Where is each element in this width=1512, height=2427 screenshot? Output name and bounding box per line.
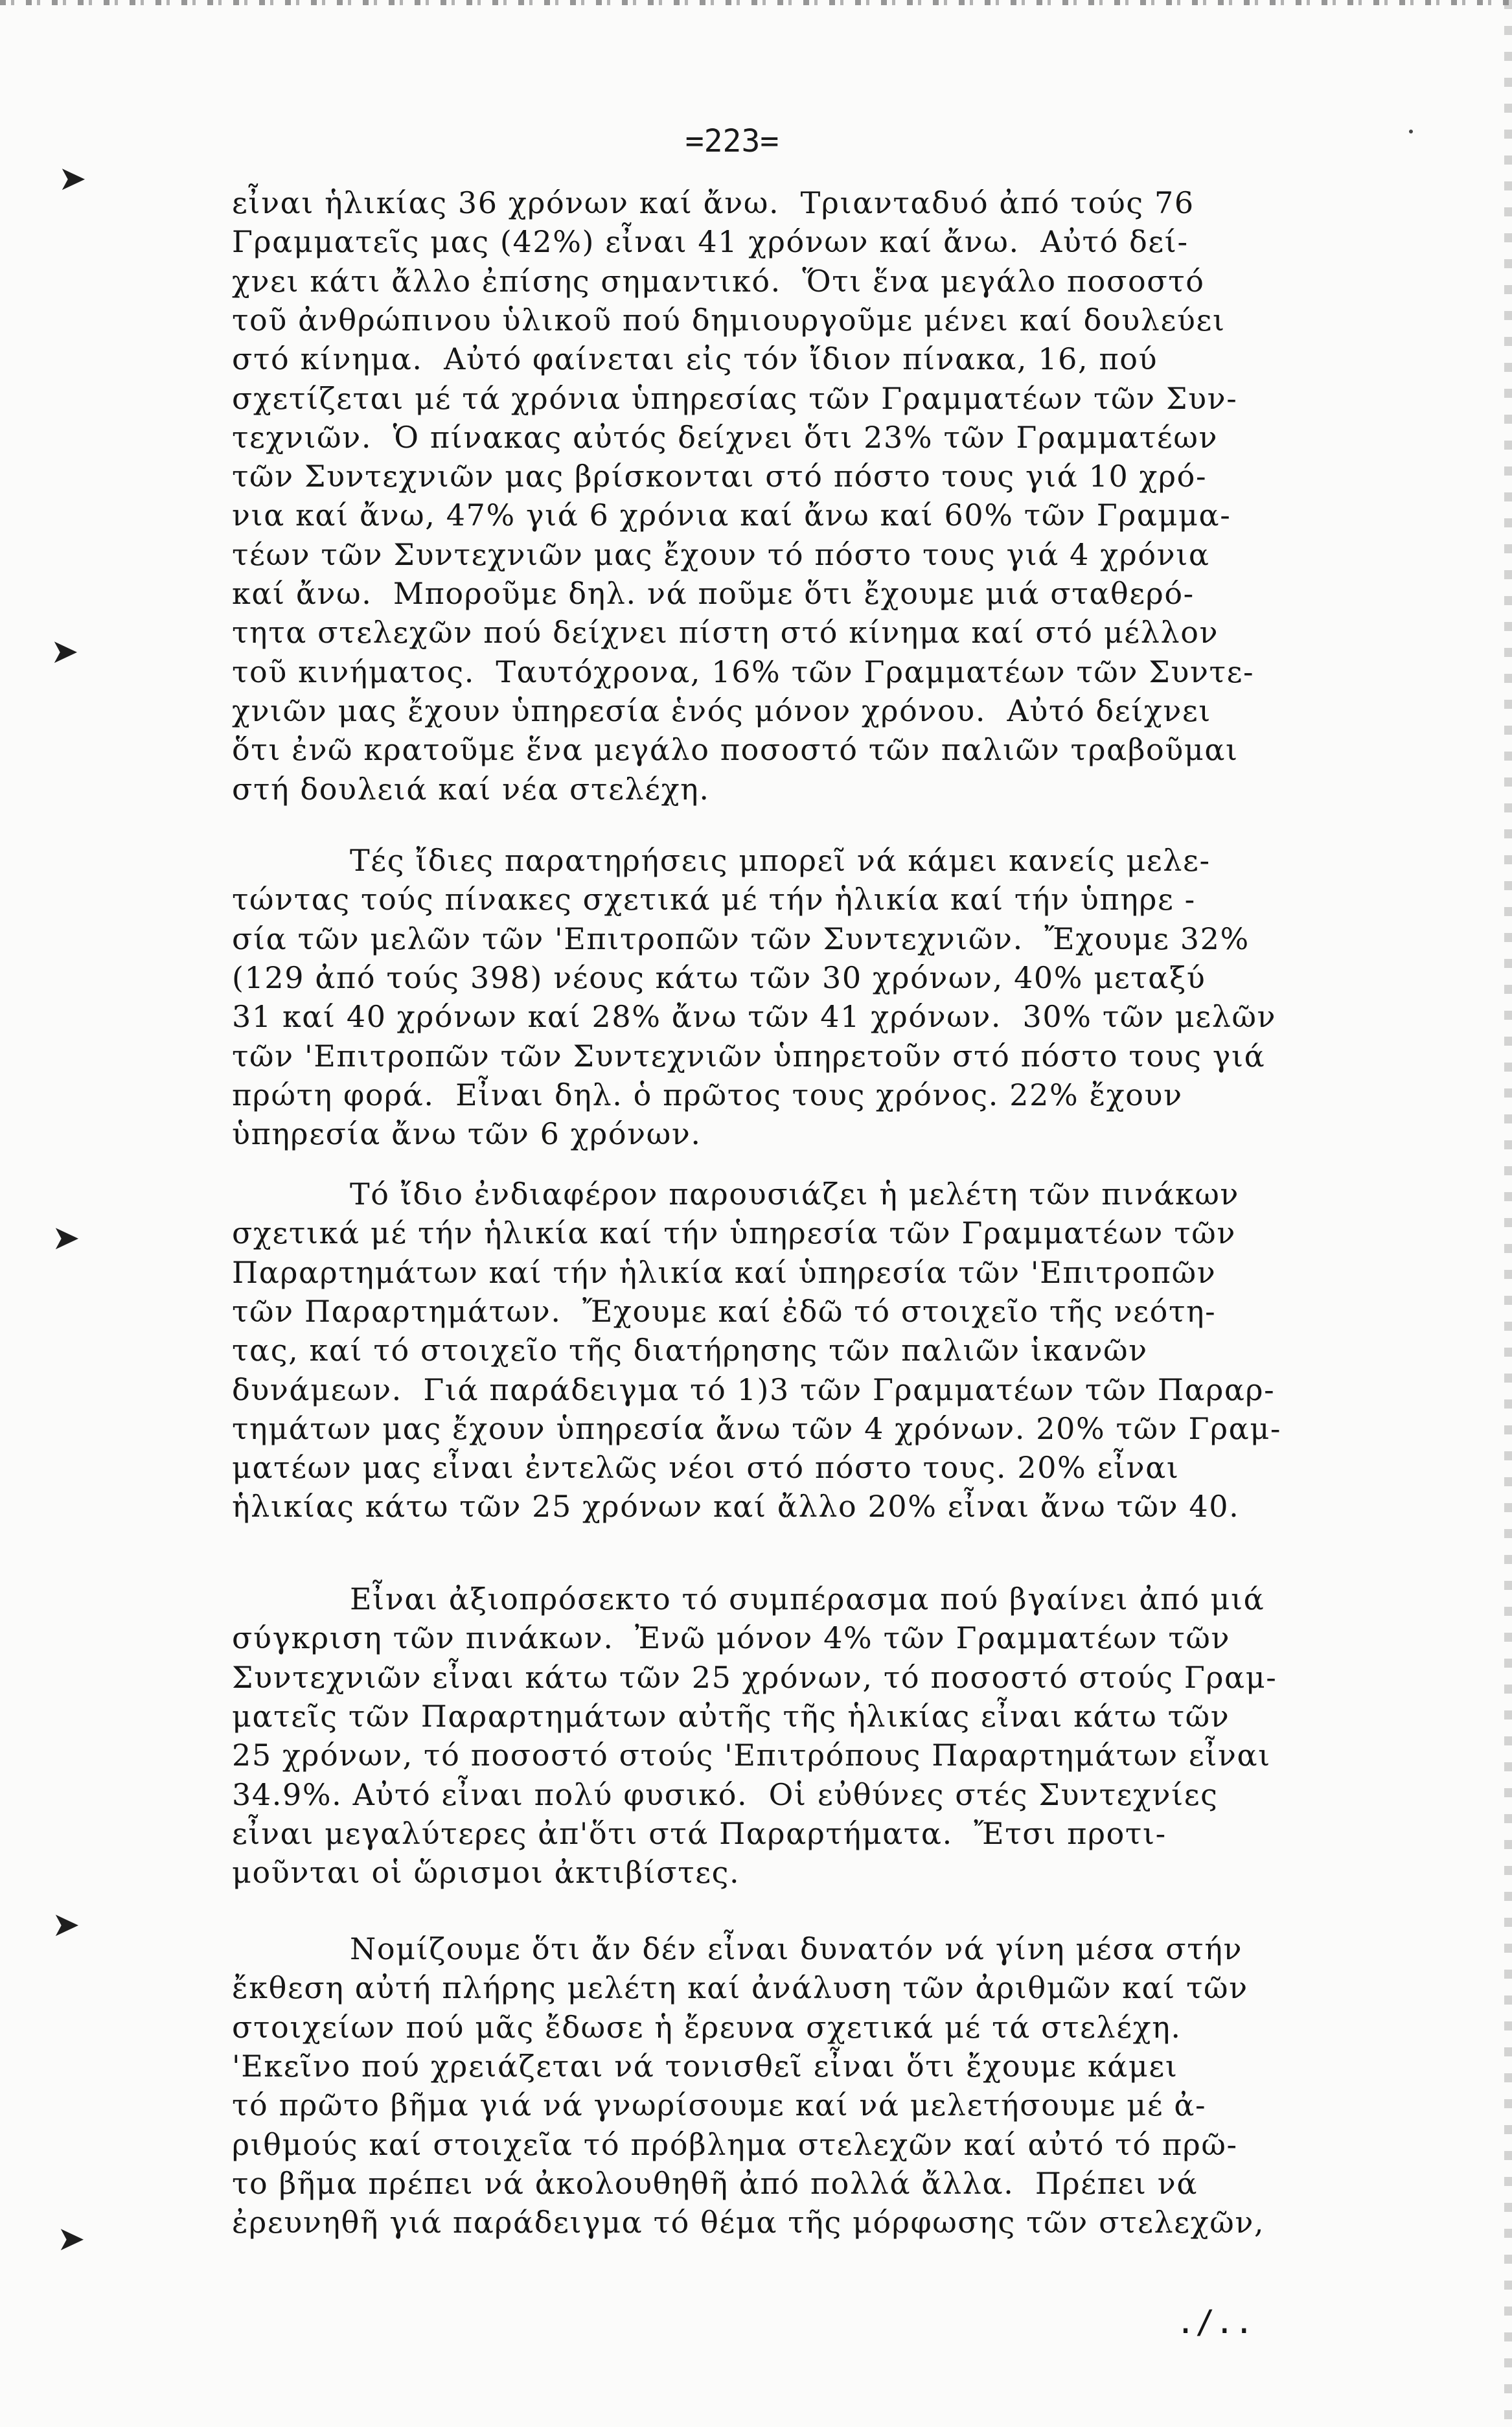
scan-edge-top (0, 0, 1512, 5)
scan-edge-right (1504, 0, 1512, 2427)
text-line: τοῦ κινήματος. Ταυτόχρονα, 16% τῶν Γραμματέων τῶν Συντε- (232, 654, 1255, 689)
binder-mark-icon: ➤ (52, 1219, 80, 1258)
text-line: τῶν 'Επιτροπῶν τῶν Συντεχνιῶν ὑπηρετοῦν στό πόστο τους γιά (232, 1038, 1266, 1074)
binder-mark-icon: ➤ (57, 2220, 86, 2259)
text-line: στό κίνημα. Αὐτό φαίνεται εἰς τόν ἴδιον πίνακα, 16, πού (232, 341, 1158, 377)
text-line: τώντας τούς πίνακες σχετικά μέ τήν ἡλικία καί τήν ὑπηρε - (232, 882, 1196, 917)
text-line: Συντεχνιῶν εἶναι κάτω τῶν 25 χρόνων, τό ποσοστό στούς Γραμ- (232, 1659, 1277, 1695)
text-line: το βῆμα πρέπει νά ἀκολουθηθῆ ἀπό πολλά ἄλλα. Πρέπει νά (232, 2165, 1198, 2201)
text-line: ἡλικίας κάτω τῶν 25 χρόνων καί ἄλλο 20% εἶναι ἄνω τῶν 40. (232, 1489, 1240, 1524)
text-line: σύγκριση τῶν πινάκων. Ἐνῶ μόνον 4% τῶν Γραμματέων τῶν (232, 1620, 1231, 1656)
text-line: καί ἄνω. Μποροῦμε δηλ. νά ποῦμε ὅτι ἔχουμε μιά σταθερό- (232, 576, 1195, 611)
text-line: σχετίζεται μέ τά χρόνια ὑπηρεσίας τῶν Γραμματέων τῶν Συν- (232, 380, 1238, 416)
text-line: τας, καί τό στοιχεῖο τῆς διατήρησης τῶν παλιῶν ἱκανῶν (232, 1333, 1148, 1368)
text-line: Τό ἴδιο ἐνδιαφέρον παρουσιάζει ἡ μελέτη τῶν πινάκων (350, 1177, 1239, 1212)
text-line: τῶν Παραρτημάτων. Ἔχουμε καί ἐδῶ τό στοιχεῖο τῆς νεότη- (232, 1293, 1217, 1329)
text-line: μοῦνται οἱ ὥρισμοι ἀκτιβίστες. (232, 1855, 740, 1891)
text-line: 25 χρόνων, τό ποσοστό στούς 'Επιτρόπους Παραρτημάτων εἶναι (232, 1738, 1271, 1773)
text-line: στοιχείων πού μᾶς ἔδωσε ἡ ἔρευνα σχετικά μέ τά στελέχη. (232, 2009, 1182, 2045)
continuation-mark: ./.. (1176, 2303, 1254, 2341)
text-line: ἐρευνηθῆ γιά παράδειγμα τό θέμα τῆς μόρφωσης τῶν στελεχῶν, (232, 2205, 1265, 2240)
text-line: χνιῶν μας ἔχουν ὑπηρεσία ἑνός μόνον χρόνου. Αὐτό δείχνει (232, 693, 1211, 728)
text-line: ματεῖς τῶν Παραρτημάτων αὐτῆς τῆς ἡλικίας εἶναι κάτω τῶν (232, 1698, 1230, 1734)
text-line: τέων τῶν Συντεχνιῶν μας ἔχουν τό πόστο τους γιά 4 χρόνια (232, 536, 1210, 572)
text-line: 34.9%. Αὐτό εἶναι πολύ φυσικό. Οἱ εὐθύνες στές Συντεχνίες (232, 1777, 1219, 1812)
text-line: σχετικά μέ τήν ἡλικία καί τήν ὑπηρεσία τῶν Γραμματέων τῶν (232, 1215, 1236, 1251)
text-line: στή δουλειά καί νέα στελέχη. (232, 771, 710, 807)
text-line: πρώτη φορά. Εἶναι δηλ. ὁ πρῶτος τους χρόνος. 22% ἔχουν (232, 1077, 1183, 1112)
binder-mark-icon: ➤ (51, 632, 79, 671)
text-line: Τές ἴδιες παρατηρήσεις μπορεῖ νά κάμει κανείς μελε- (350, 843, 1211, 878)
text-line: Παραρτημάτων καί τήν ἡλικία καί ὑπηρεσία τῶν 'Επιτροπῶν (232, 1254, 1217, 1290)
text-line: 'Εκεῖνο πού χρειάζεται νά τονισθεῖ εἶναι ὅτι ἔχουμε κάμει (232, 2048, 1178, 2084)
text-line: εἶναι ἡλικίας 36 χρόνων καί ἄνω. Τριανταδυό ἀπό τούς 76 (232, 185, 1195, 220)
text-line: ὅτι ἐνῶ κρατοῦμε ἕνα μεγάλο ποσοστό τῶν παλιῶν τραβοῦμαι (232, 732, 1239, 768)
text-line: ἔκθεση αὐτή πλήρης μελέτη καί ἀνάλυση τῶν ἀριθμῶν καί τῶν (232, 1970, 1248, 2006)
text-line: τητα στελεχῶν πού δείχνει πίστη στό κίνημα καί στό μέλλον (232, 615, 1219, 650)
text-line: χνει κάτι ἄλλο ἐπίσης σημαντικό. Ὅτι ἕνα μεγάλο ποσοστό (232, 263, 1205, 299)
text-line: σία τῶν μελῶν τῶν 'Επιτροπῶν τῶν Συντεχνιῶν. Ἔχουμε 32% (232, 921, 1250, 956)
text-line: ματέων μας εἶναι ἐντελῶς νέοι στό πόστο τους. 20% εἶναι (232, 1450, 1180, 1486)
text-line: τημάτων μας ἔχουν ὑπηρεσία ἄνω τῶν 4 χρόνων. 20% τῶν Γραμ- (232, 1410, 1281, 1446)
text-line: δυνάμεων. Γιά παράδειγμα τό 1)3 τῶν Γραμματέων τῶν Παραρ- (232, 1372, 1276, 1407)
text-line: νια καί ἄνω, 47% γιά 6 χρόνια καί ἄνω καί 60% τῶν Γραμμα- (232, 498, 1231, 533)
text-line: Γραμματεῖς μας (42%) εἶναι 41 χρόνων καί ἄνω. Αὐτό δεί- (232, 224, 1189, 260)
text-line: τῶν Συντεχνιῶν μας βρίσκονται στό πόστο τους γιά 10 χρό- (232, 459, 1208, 494)
text-line: τό πρῶτο βῆμα γιά νά γνωρίσουμε καί νά μελετήσουμε μέ ἀ- (232, 2088, 1207, 2123)
text-line: τεχνιῶν. Ὁ πίνακας αὐτός δείχνει ὅτι 23% τῶν Γραμματέων (232, 419, 1219, 455)
binder-mark-icon: ➤ (58, 159, 87, 198)
page-number: =223= (685, 123, 779, 159)
text-line: ὑπηρεσία ἄνω τῶν 6 χρόνων. (232, 1116, 702, 1152)
text-line: (129 ἀπό τούς 398) νέους κάτω τῶν 30 χρόνων, 40% μεταξύ (232, 960, 1206, 995)
text-line: 31 καί 40 χρόνων καί 28% ἄνω τῶν 41 χρόνων. 30% τῶν μελῶν (232, 999, 1277, 1035)
text-line: τοῦ ἀνθρώπινου ὑλικοῦ πού δημιουργοῦμε μένει καί δουλεύει (232, 302, 1226, 338)
binder-mark-icon: ➤ (52, 1905, 80, 1944)
text-line: ριθμούς καί στοιχεῖα τό πρόβλημα στελεχῶν καί αὐτό τό πρῶ- (232, 2126, 1238, 2162)
scan-speck (1409, 130, 1413, 133)
text-line: Εἶναι ἀξιοπρόσεκτο τό συμπέρασμα πού βγαίνει ἀπό μιά (350, 1582, 1265, 1616)
text-line: εἶναι μεγαλύτερες ἀπ'ὅτι στά Παραρτήματα. Ἔτσι προτι- (232, 1815, 1167, 1851)
text-line: Νομίζουμε ὅτι ἄν δέν εἶναι δυνατόν νά γίνη μέσα στήν (350, 1931, 1243, 1966)
